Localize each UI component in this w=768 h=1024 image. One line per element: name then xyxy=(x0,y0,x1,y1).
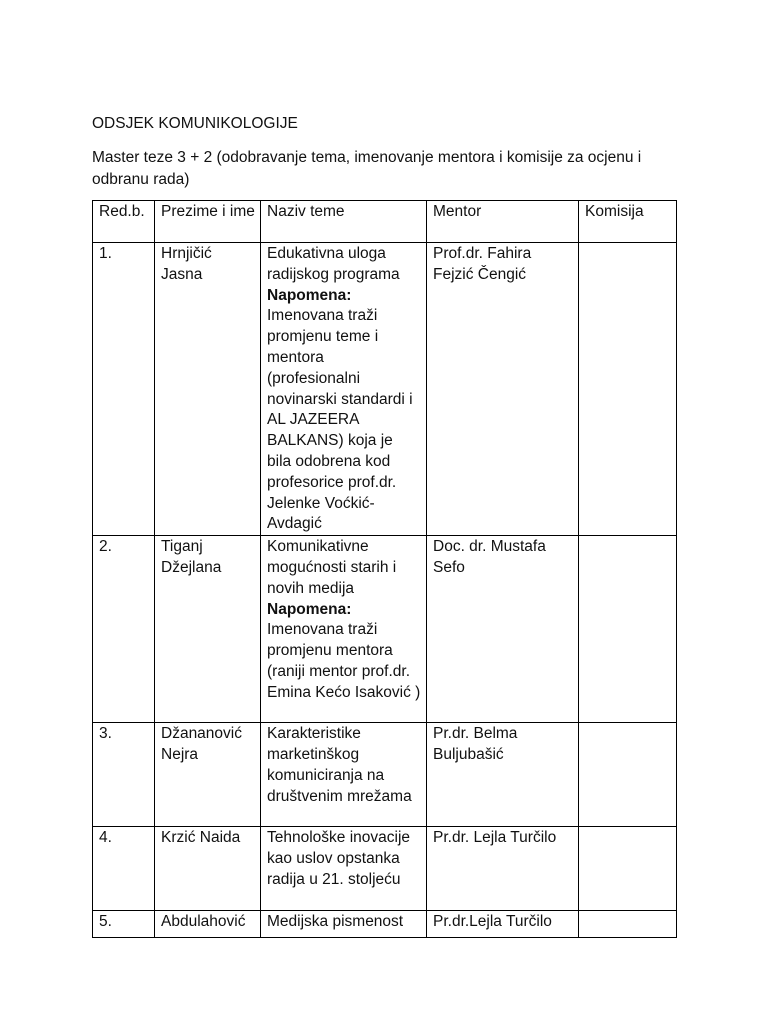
row-number: 1. xyxy=(93,243,155,536)
committee-cell xyxy=(579,911,677,938)
department-title: ODSJEK KOMUNIKOLOGIJE xyxy=(92,115,298,132)
header-topic: Naziv teme xyxy=(261,201,427,243)
row-number: 3. xyxy=(93,723,155,827)
row-number: 2. xyxy=(93,536,155,723)
thesis-topic-cell xyxy=(261,536,427,723)
table-header-row xyxy=(93,201,677,243)
table-row xyxy=(93,911,677,938)
student-name: Tiganj Džejlana xyxy=(155,536,261,723)
table-row xyxy=(93,827,677,911)
row-number: 5. xyxy=(93,911,155,938)
thesis-topic: Komunikativne mogućnosti starih i novih medija xyxy=(267,538,397,597)
table-row xyxy=(93,536,677,723)
mentor-name: Pr.dr. Belma Buljubašić xyxy=(427,723,579,827)
table-row xyxy=(93,243,677,536)
thesis-topic: Karakteristike marketinškog komuniciranja na društvenim mrežama xyxy=(261,723,427,827)
row-number: 4. xyxy=(93,827,155,911)
mentor-name: Doc. dr. Mustafa Sefo xyxy=(427,536,579,723)
mentor-name: Pr.dr.Lejla Turčilo xyxy=(427,911,579,938)
student-name: Abdulahović xyxy=(155,911,261,938)
thesis-topic: Edukativna uloga radijskog programa xyxy=(267,245,400,283)
document-subtitle: Master teze 3 + 2 (odobravanje tema, imenovanje mentora i komisije za ocjenu i odbranu rada) xyxy=(92,149,642,188)
header-mentor: Mentor xyxy=(427,201,579,243)
note-text: Imenovana traži promjenu teme i mentora (profesionalni novinarski standardi i AL JAZEERA BALKANS) koja je bila odobrena kod profesorice prof.dr. Jelenke Voćkić-Avdagić xyxy=(267,307,413,533)
committee-cell xyxy=(579,723,677,827)
student-name: Krzić Naida xyxy=(155,827,261,911)
note-text: Imenovana traži promjenu mentora (raniji mentor prof.dr. Emina Kećo Isaković ) xyxy=(267,621,421,701)
committee-cell xyxy=(579,243,677,536)
theses-table xyxy=(92,200,677,938)
committee-cell xyxy=(579,827,677,911)
note-label: Napomena: xyxy=(267,600,352,618)
mentor-name: Pr.dr. Lejla Turčilo xyxy=(427,827,579,911)
mentor-name: Prof.dr. Fahira Fejzić Čengić xyxy=(427,243,579,536)
table-row xyxy=(93,723,677,827)
student-name: Džananović Nejra xyxy=(155,723,261,827)
thesis-topic: Tehnološke inovacije kao uslov opstanka radija u 21. stoljeću xyxy=(261,827,427,911)
header-number: Red.b. xyxy=(93,201,155,243)
thesis-topic-cell xyxy=(261,243,427,536)
thesis-topic: Medijska pismenost xyxy=(261,911,427,938)
committee-cell xyxy=(579,536,677,723)
student-name: Hrnjičić Jasna xyxy=(155,243,261,536)
header-name: Prezime i ime xyxy=(155,201,261,243)
note-label: Napomena: xyxy=(267,286,352,304)
header-committee: Komisija xyxy=(579,201,677,243)
